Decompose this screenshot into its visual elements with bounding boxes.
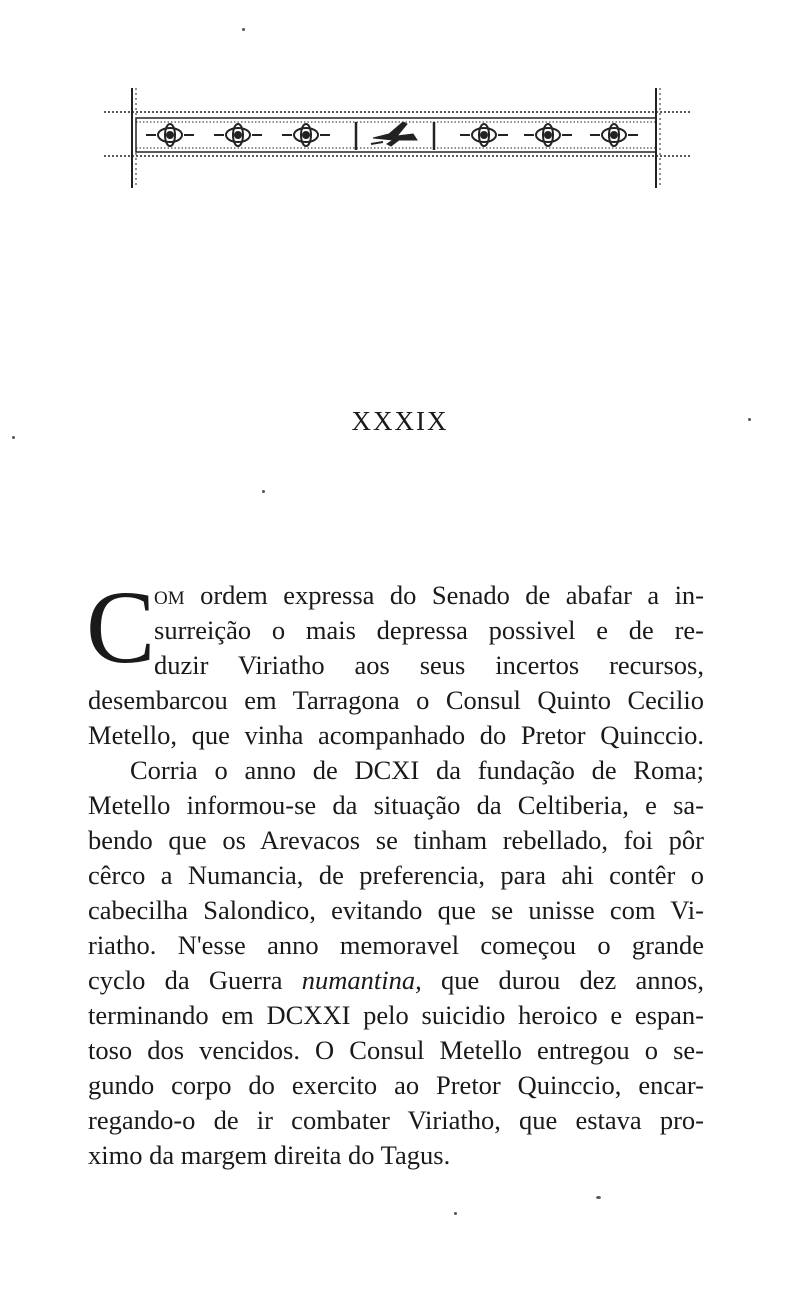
text-line: surreição o mais depressa possivel e de re- — [154, 615, 704, 645]
scan-speck — [596, 1196, 601, 1199]
text-line: Metello, que vinha acompanhado do Pretor Quinccio. — [88, 720, 704, 750]
text-line: riatho. N'esse anno memoravel começou o grande — [88, 930, 704, 960]
scan-speck — [454, 1212, 457, 1215]
text-line: Metello informou-se da situação da Celtiberia, e sa- — [88, 790, 704, 820]
text-line: toso dos vencidos. O Consul Metello entregou o se- — [88, 1035, 704, 1065]
scan-speck — [748, 418, 751, 421]
scan-speck — [242, 28, 245, 31]
text-line: bendo que os Arevacos se tinham rebellado, foi pôr — [88, 825, 704, 855]
text-line: cêrco a Numancia, de preferencia, para ahi contêr o — [88, 860, 704, 890]
line-text: cyclo da Guerra — [88, 965, 302, 995]
text-line: gundo corpo do exercito ao Pretor Quinccio, encar- — [88, 1070, 704, 1100]
line-text: que durou dez annos, — [421, 965, 704, 995]
bird-icon — [371, 122, 417, 146]
text-line: regando-o de ir combater Viriatho, que estava pro- — [88, 1105, 704, 1135]
text-line: terminando em DCXXI pelo suicidio heroico e espan- — [88, 1000, 704, 1030]
text-line: Corria o anno de DCXI da fundação de Roma; — [130, 755, 704, 785]
drop-cap: C — [86, 570, 156, 685]
body-text — [86, 570, 704, 1173]
headpiece-ornament — [100, 84, 692, 194]
line-text: ordem expressa do Senado de abafar a in- — [184, 580, 704, 610]
lead-word: om — [154, 580, 185, 610]
text-line: desembarcou em Tarragona o Consul Quinto Cecilio — [88, 685, 704, 715]
text-line: ximo da margem direita do Tagus. — [88, 1140, 451, 1170]
text-line: duzir Viriatho aos seus incertos recursos, — [154, 650, 704, 680]
scan-speck — [12, 436, 15, 439]
italic-word: numantina, — [301, 965, 422, 995]
scan-speck — [262, 490, 265, 493]
text-line: cabecilha Salondico, evitando que se unisse com Vi- — [88, 895, 704, 925]
text-line — [154, 578, 704, 613]
text-line — [88, 963, 704, 998]
chapter-number: XXXIX — [351, 406, 449, 436]
